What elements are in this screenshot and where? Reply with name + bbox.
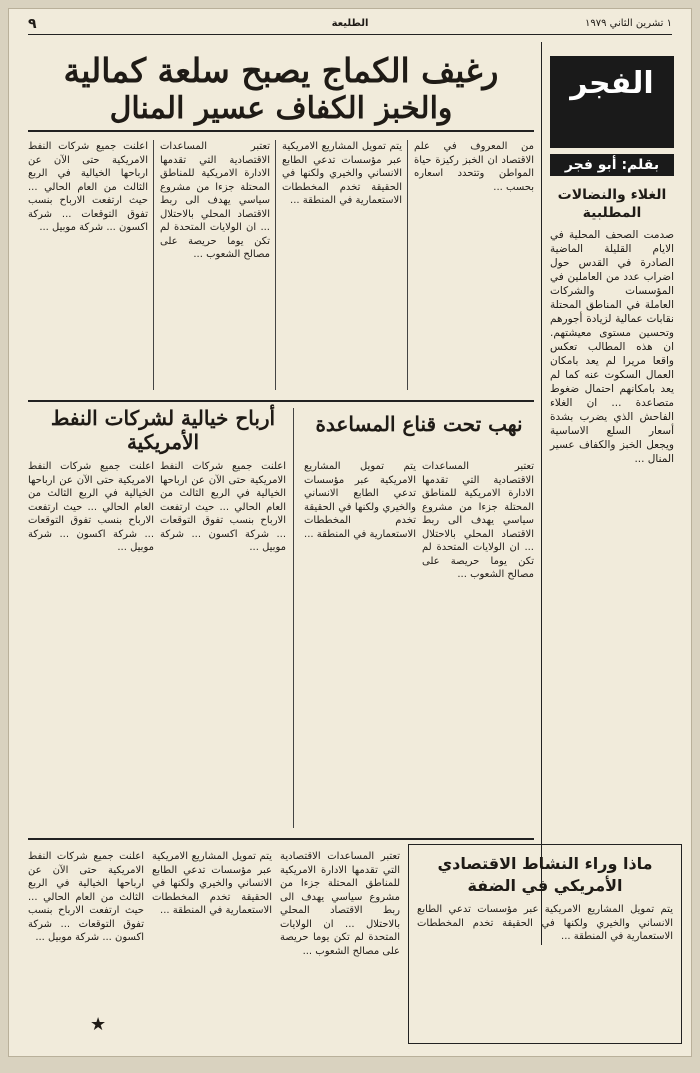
headline-line-2: والخبز الكفاف عسير المنال	[109, 91, 453, 126]
headline-line-1: رغيف الكماج يصبح سلعة كمالية	[63, 51, 499, 90]
article-right-col-1: تعتبر المساعدات الاقتصادية التي تقدمها الادارة الامريكية للمناطق المحتلة جزءا من مشروع سياسي يهدف الى ربط الاقتصاد المحلي بالاحتلال ... ان الولايات المتحدة لم تكن يوما حريصة على مصالح الشعوب ...	[422, 461, 534, 580]
lower-rule	[28, 838, 534, 840]
article-right-col-2: يتم تمويل المشاريع الامريكية عبر مؤسسات تدعي الطابع الانساني والخيري ولكنها في الحقيقة تخدم المخططات الاستعمارية في المنطقة ...	[304, 461, 416, 540]
article-left-col-2: اعلنت جميع شركات النفط الامريكية حتى الآن عن ارباحها الخيالية في الربع الثالث من العام الحالي ... حيث ارتفعت الارباح بنسب تفوق التوقعات ... شركة اكسون ... شركة موبيل ...	[28, 461, 154, 553]
article-column-4: اعلنت جميع شركات النفط الامريكية حتى الآن عن ارباحها الخيالية في الربع الثالث من العام الحالي ... حيث ارتفعت الارباح بنسب تفوق التوقعات ... شركة اكسون ... شركة موبيل ...	[28, 141, 148, 233]
section-rule	[28, 400, 534, 402]
page-number: ٩	[28, 16, 37, 32]
lower-column-1: تعتبر المساعدات الاقتصادية التي تقدمها الادارة الامريكية للمناطق المحتلة جزءا من مشروع سياسي يهدف الى ربط الاقتصاد المحلي بالاحتلال ... ان الولايات المتحدة لم تكن يوما حريصة على مصالح الشعوب ...	[280, 851, 400, 957]
headline-rule	[28, 130, 534, 132]
lower-column-2: يتم تمويل المشاريع الامريكية عبر مؤسسات تدعي الطابع الانساني والخيري ولكنها في الحقيقة تخدم المخططات الاستعمارية في المنطقة ...	[152, 851, 272, 916]
article-column-3: تعتبر المساعدات الاقتصادية التي تقدمها الادارة الامريكية للمناطق المحتلة جزءا من مشروع سياسي يهدف الى ربط الاقتصاد المحلي بالاحتلال ... ان الولايات المتحدة لم تكن يوما حريصة على مصالح الشعوب ...	[160, 141, 270, 260]
issue-date: ١ تشرين الثاني ١٩٧٩	[584, 18, 672, 29]
column-divider	[153, 140, 154, 390]
column-divider	[275, 140, 276, 390]
page-header	[28, 16, 672, 35]
column-logo	[550, 56, 674, 148]
sidebar-title: الغلاء والنضالات المطلبية	[557, 187, 667, 222]
end-star-icon: ★	[90, 1014, 107, 1035]
article-column-2: يتم تمويل المشاريع الامريكية عبر مؤسسات تدعي الطابع الانساني والخيري ولكنها في الحقيقة تخدم المخططات الاستعمارية في المنطقة ...	[282, 141, 402, 206]
boxed-article	[408, 844, 682, 1044]
logo-word: الفجر	[570, 66, 654, 101]
lower-column-3: اعلنت جميع شركات النفط الامريكية حتى الآن عن ارباحها الخيالية في الربع الثالث من العام الحالي ... حيث ارتفعت الارباح بنسب تفوق التوقعات ... شركة اكسون ... شركة موبيل ...	[28, 851, 144, 943]
main-headline	[28, 52, 534, 128]
article-column-1: من المعروف في علم الاقتصاد ان الخبز ركيزة حياة المواطن وتتحدد اسعاره بحسب ...	[414, 141, 534, 193]
byline: بقلم: أبو فجر	[550, 154, 674, 176]
column-divider	[407, 140, 408, 390]
newspaper-page	[8, 8, 692, 1057]
sidebar-column	[541, 42, 682, 945]
boxed-article-text: يتم تمويل المشاريع الامريكية عبر مؤسسات تدعي الطابع الانساني والخيري ولكنها في الحقيقة تخدم المخططات الاستعمارية في المنطقة ...	[417, 904, 673, 942]
sidebar-text: صدمت الصحف المحلية في الايام القليلة الماضية الصادرة في القدس حول اضراب عدد من العاملين في المؤسسات والشركات العاملة في المناطق المحتلة نقابات عمالية لزيادة أجورهم وتحسين مستوى معيشتهم. ان هذه المطالب تعكس واقعا مريرا لم يعد بامكان العمال السكوت عنه كما لم يعد بامكانهم احتمال ضغوط متصاعدة ... ان الغلاء الفاحش الذي يضرب بشدة أسعار السلع الاساسية ويجعل الخبز والكفاف عسير المنال ...	[550, 229, 674, 466]
section-divider	[293, 408, 294, 828]
newspaper-name: الطليعة	[331, 18, 369, 29]
subhead-left: أرباح خيالية لشركات النفط الأمريكية	[50, 406, 276, 454]
subhead-right: نهب تحت قناع المساعدة	[315, 412, 523, 436]
boxed-article-title: ماذا وراء النشاط الاقتصادي الأمريكي في الضفة	[437, 854, 653, 895]
article-left-col-1: اعلنت جميع شركات النفط الامريكية حتى الآن عن ارباحها الخيالية في الربع الثالث من العام الحالي ... حيث ارتفعت الارباح بنسب تفوق التوقعات ... شركة اكسون ... شركة موبيل ...	[160, 461, 286, 553]
